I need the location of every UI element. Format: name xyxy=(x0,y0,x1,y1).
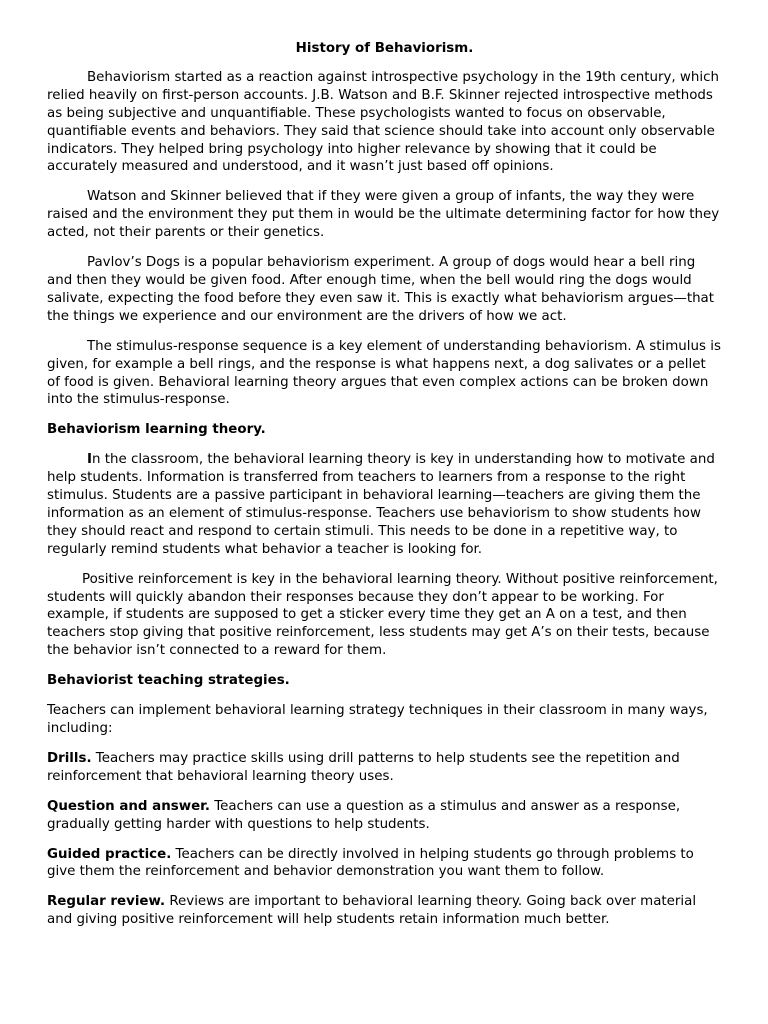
strategy-text: Teachers can be directly involved in helping students go through problems to give them the reinforcement and behavior demonstration you want them to follow. xyxy=(47,846,694,880)
paragraph-positive-reinforcement: Positive reinforcement is key in the behavioral learning theory. Without positive reinforcement, students will quickly abandon their responses because they don’t appear to be working. For example, if students are supposed to get a sticker every time they get an A on a test, and then teachers stop giving that positive reinforcement, less students may get A’s on their tests, because the behavior isn’t connected to a reward for them. xyxy=(47,571,718,659)
section-heading-learning-theory: Behaviorism learning theory. xyxy=(47,422,266,438)
strategy-text: Teachers can use a question as a stimulus and answer as a response, gradually getting harder with questions to help students. xyxy=(47,798,681,832)
strategy-item xyxy=(47,750,722,786)
paragraph-watson-skinner: Watson and Skinner believed that if they were given a group of infants, the way they were raised and the environment they put them in would be the ultimate determining factor for how they acted, not their parents or their genetics. xyxy=(47,189,720,241)
drop-letter: I xyxy=(87,452,92,468)
strategy-text: Reviews are important to behavioral learning theory. Going back over material and giving positive reinforcement will help students retain information much better. xyxy=(47,894,697,928)
paragraph-classroom xyxy=(47,451,722,558)
strategy-term: Question and answer. xyxy=(47,798,210,814)
paragraph-stimulus-response: The stimulus-response sequence is a key element of understanding behaviorism. A stimulus is given, for example a bell rings, and the response is what happens next, a dog salivates or a pellet of food is given. Behavioral learning theory argues that even complex actions can be broken down into the stimulus-response. xyxy=(47,338,721,408)
strategy-item xyxy=(47,798,722,834)
strategy-term: Drills. xyxy=(47,750,92,766)
strategy-term: Guided practice. xyxy=(47,846,172,862)
strategy-item xyxy=(47,893,722,929)
document-title: History of Behaviorism. xyxy=(295,41,474,56)
paragraph-pavlov: Pavlov’s Dogs is a popular behaviorism experiment. A group of dogs would hear a bell ring and then they would be given food. After enough time, when the bell would ring the dogs would salivate, expecting the food before they even saw it. This is exactly what behaviorism argues—that the things we experience and our environment are the drivers of how we act. xyxy=(47,255,715,324)
section-heading-strategies: Behaviorist teaching strategies. xyxy=(47,673,290,689)
strategy-text: Teachers may practice skills using drill patterns to help students see the repetition and reinforcement that behavioral learning theory uses. xyxy=(47,750,680,784)
paragraph-strategies-intro: Teachers can implement behavioral learning strategy techniques in their classroom in many ways, including: xyxy=(47,703,708,736)
strategy-item xyxy=(47,846,722,882)
strategy-term: Regular review. xyxy=(47,894,166,910)
paragraph-origins: Behaviorism started as a reaction against introspective psychology in the 19th century, which relied heavily on first-person accounts. J.B. Watson and B.F. Skinner rejected introspective methods as being subjective and unquantifiable. These psychologists wanted to focus on observable, quantifiable events and behaviors. They said that science should take into account only observable indicators. They helped bring psychology into higher relevance by showing that it could be accurately measured and understood, and it wasn’t just based off opinions. xyxy=(47,69,719,175)
paragraph-classroom-text: n the classroom, the behavioral learning theory is key in understanding how to motivate and help students. Information is transferred from teachers to learners from a response to the right stimulus. Students are a passive participant in behavioral learning—teachers are giving them the information as an element of stimulus-response. Teachers use behaviorism to show students how they should react and respond to certain stimuli. This needs to be done in a repetitive way, to regularly remind students what behavior a teacher is looking for. xyxy=(47,452,715,557)
